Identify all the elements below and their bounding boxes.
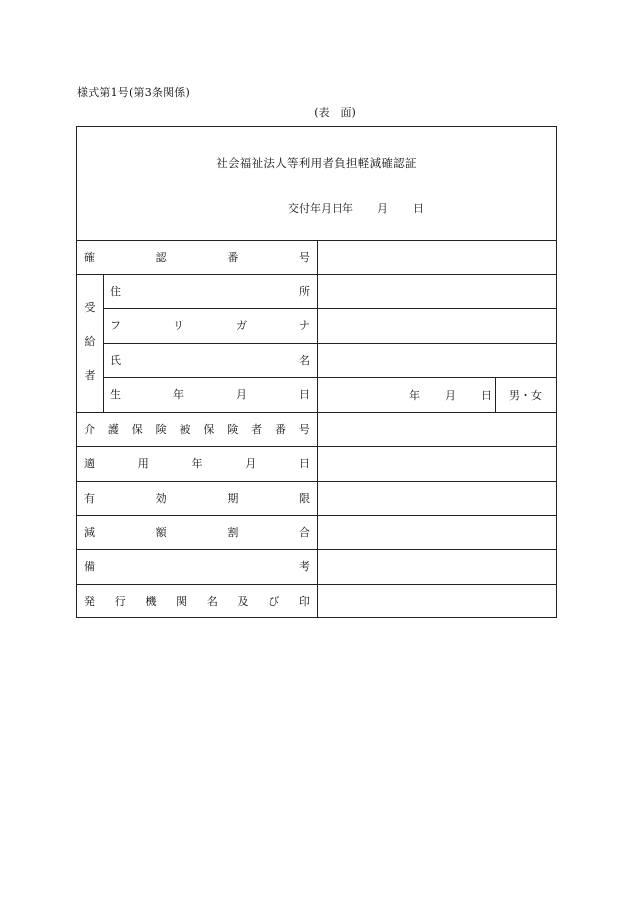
rule-after-address: [103, 308, 556, 309]
side-indicator: [0, 104, 630, 120]
sex-selector[interactable]: 男・女: [509, 389, 542, 402]
issue-day-unit: 日: [413, 202, 424, 215]
birth-month-unit: 月: [445, 389, 456, 402]
label-apply-date: [84, 455, 310, 471]
label-char: リ: [173, 319, 184, 332]
label-char: 給: [84, 335, 96, 348]
label-char: 被: [179, 423, 191, 436]
side-indicator-text: (表 面): [314, 106, 356, 119]
label-char: 効: [155, 492, 167, 505]
label-issuer-and-seal: [84, 593, 310, 609]
label-char: 年: [191, 457, 203, 470]
label-char: 者: [84, 369, 96, 382]
label-char: 者: [251, 423, 263, 436]
label-reduction-rate: [84, 524, 310, 540]
label-char: 及: [237, 595, 249, 608]
label-char: 適: [84, 457, 95, 470]
label-char: 月: [236, 388, 247, 401]
label-char: 受: [84, 301, 96, 314]
label-char: 月: [245, 457, 257, 470]
label-char: 番: [275, 423, 286, 436]
label-char: 発: [84, 595, 95, 608]
label-remarks: [84, 558, 310, 574]
label-char: 行: [114, 595, 126, 608]
label-char: 名: [206, 595, 218, 608]
label-char: 住: [110, 285, 121, 298]
rule-after-name: [103, 377, 556, 378]
label-char: 印: [298, 595, 310, 608]
label-char: 限: [298, 492, 310, 505]
label-char: 険: [227, 423, 239, 436]
label-char: 氏: [110, 354, 121, 367]
label-char: 号: [298, 251, 310, 264]
label-char: び: [268, 595, 280, 608]
issue-year-unit: 年: [342, 202, 353, 215]
label-char: 生: [110, 388, 121, 401]
birth-day-unit: 日: [481, 389, 492, 402]
label-char: 所: [299, 285, 310, 298]
label-confirm-number: [84, 249, 310, 265]
label-char: 険: [155, 423, 167, 436]
label-insured-number: [84, 421, 310, 437]
label-recipient-group: [77, 299, 103, 401]
label-char: 割: [227, 526, 239, 539]
label-char: 考: [299, 560, 310, 573]
label-char: 備: [84, 560, 95, 573]
label-char: フ: [110, 319, 121, 332]
label-char: 名: [299, 354, 310, 367]
label-char: 保: [203, 423, 215, 436]
label-char: 機: [145, 595, 157, 608]
label-char: 保: [131, 423, 143, 436]
label-char: 額: [155, 526, 167, 539]
issue-date-label: 交付年月日: [288, 202, 343, 215]
rule-label-value-divider: [317, 240, 318, 617]
card-title: 社会福祉法人等利用者負担軽減確認証: [216, 156, 417, 170]
form-number-label: 様式第1号(第3条関係): [77, 86, 190, 99]
rule-after-furigana: [103, 343, 556, 344]
label-birth-date: [110, 386, 310, 402]
label-char: 年: [173, 388, 184, 401]
label-char: 日: [299, 457, 310, 470]
label-char: 号: [298, 423, 310, 436]
issue-month-unit: 月: [377, 202, 388, 215]
label-char: 日: [299, 388, 310, 401]
label-char: 認: [155, 251, 167, 264]
label-char: ナ: [299, 319, 310, 332]
label-char: 有: [84, 492, 95, 505]
label-char: 用: [137, 457, 149, 470]
rule-recipient-group-divider: [103, 274, 104, 412]
label-valid-period: [84, 490, 310, 506]
label-char: 護: [107, 423, 119, 436]
label-name: [110, 352, 310, 368]
label-address: [110, 283, 310, 299]
rule-sex-divider: [495, 377, 496, 412]
label-char: 合: [298, 526, 310, 539]
confirmation-card: [76, 126, 557, 618]
label-char: 番: [227, 251, 239, 264]
label-char: 介: [84, 423, 95, 436]
label-char: 確: [84, 251, 95, 264]
label-char: 関: [176, 595, 188, 608]
label-furigana: [110, 317, 310, 333]
label-char: 期: [227, 492, 239, 505]
label-char: 減: [84, 526, 95, 539]
birth-year-unit: 年: [409, 389, 420, 402]
label-char: ガ: [236, 319, 247, 332]
